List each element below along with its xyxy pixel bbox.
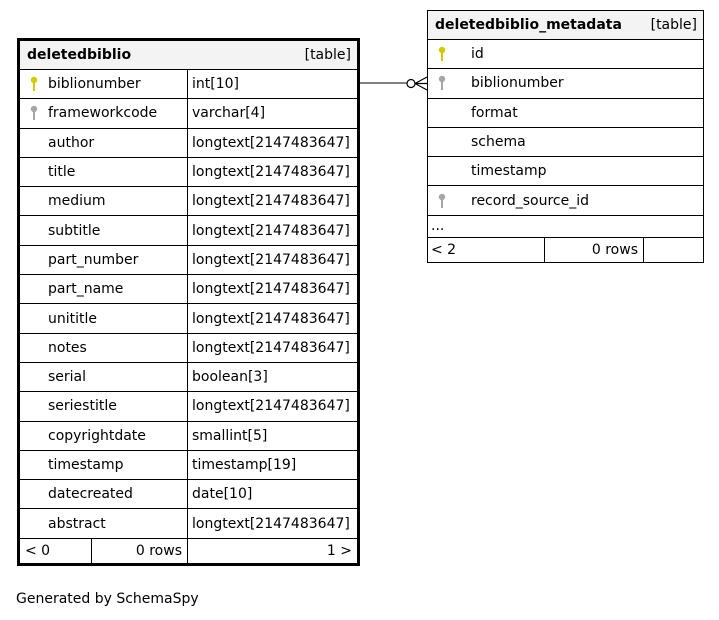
column-row[interactable] xyxy=(428,99,703,128)
column-type: int[10] xyxy=(192,76,239,93)
column-name: serial xyxy=(48,369,87,386)
column-name: medium xyxy=(48,193,106,210)
column-row[interactable] xyxy=(428,69,703,98)
column-name: seriestitle xyxy=(48,398,117,415)
table-header[interactable] xyxy=(20,41,357,70)
column-name: frameworkcode xyxy=(48,105,158,122)
column-name: copyrightdate xyxy=(48,427,146,444)
column-row[interactable] xyxy=(20,158,357,187)
column-row[interactable] xyxy=(20,246,357,275)
column-type: longtext[2147483647] xyxy=(192,193,350,210)
column-name-cell xyxy=(20,480,188,508)
column-name: unititle xyxy=(48,310,98,327)
column-type: longtext[2147483647] xyxy=(192,251,350,268)
relationship-crowfoot-marker xyxy=(415,77,427,90)
table-footer xyxy=(428,238,703,262)
column-type: smallint[5] xyxy=(192,427,268,444)
column-type: longtext[2147483647] xyxy=(192,398,350,415)
key-slot xyxy=(428,193,456,209)
column-name: author xyxy=(48,134,95,151)
column-name-cell xyxy=(20,392,188,420)
column-row[interactable] xyxy=(20,451,357,480)
primary-key-icon xyxy=(438,46,446,62)
column-name: notes xyxy=(48,339,87,356)
column-row[interactable] xyxy=(20,304,357,333)
column-type: longtext[2147483647] xyxy=(192,281,350,298)
more-columns-indicator: ... xyxy=(428,216,703,238)
column-name: title xyxy=(48,164,76,181)
column-name-cell xyxy=(20,129,188,157)
column-name-cell xyxy=(20,363,188,391)
column-name-cell xyxy=(20,275,188,303)
column-name-cell xyxy=(20,422,188,450)
column-type: longtext[2147483647] xyxy=(192,164,350,181)
parents-count: < 0 xyxy=(20,539,92,563)
column-type: boolean[3] xyxy=(192,369,268,386)
key-slot xyxy=(428,46,456,62)
column-name: biblionumber xyxy=(48,76,141,93)
column-name-cell xyxy=(428,186,703,214)
foreign-key-icon xyxy=(438,75,446,91)
column-type: longtext[2147483647] xyxy=(192,515,350,532)
column-name: datecreated xyxy=(48,486,133,503)
children-count: 1 > xyxy=(326,542,352,559)
column-row[interactable] xyxy=(428,186,703,215)
column-name-cell xyxy=(428,128,703,156)
column-name-cell xyxy=(20,451,188,479)
column-row[interactable] xyxy=(20,422,357,451)
table-header[interactable] xyxy=(428,11,703,40)
column-name: subtitle xyxy=(48,222,101,239)
column-row[interactable] xyxy=(428,157,703,186)
column-name-cell xyxy=(20,509,188,537)
generated-by-credit: Generated by SchemaSpy xyxy=(16,591,199,607)
column-name-cell xyxy=(20,334,188,362)
column-type: date[10] xyxy=(192,486,253,503)
column-name: record_source_id xyxy=(471,192,589,209)
column-type: longtext[2147483647] xyxy=(192,134,350,151)
column-type: longtext[2147483647] xyxy=(192,222,350,239)
relationship-zero-marker xyxy=(407,80,415,88)
column-row[interactable] xyxy=(20,216,357,245)
parents-count: < 2 xyxy=(428,238,545,262)
table-deletedbiblio-metadata[interactable] xyxy=(427,10,704,263)
foreign-key-icon xyxy=(30,105,38,121)
column-row[interactable] xyxy=(428,40,703,69)
row-count: 0 rows xyxy=(92,539,188,563)
foreign-key-icon xyxy=(438,193,446,209)
column-type: longtext[2147483647] xyxy=(192,339,350,356)
column-type: timestamp[19] xyxy=(192,457,297,473)
table-name: deletedbiblio_metadata xyxy=(435,17,622,33)
column-row[interactable] xyxy=(20,187,357,216)
column-row[interactable] xyxy=(20,99,357,128)
column-name: part_number xyxy=(48,251,139,268)
column-row[interactable] xyxy=(20,363,357,392)
column-type: longtext[2147483647] xyxy=(192,310,350,327)
primary-key-icon xyxy=(30,76,38,92)
column-name: biblionumber xyxy=(471,75,564,92)
column-row[interactable] xyxy=(428,128,703,157)
children-count xyxy=(644,238,703,262)
column-name: format xyxy=(471,104,518,121)
column-name-cell xyxy=(20,70,188,98)
column-name-cell xyxy=(428,157,703,185)
column-name: abstract xyxy=(48,515,106,532)
column-name: id xyxy=(471,46,484,63)
column-name-cell xyxy=(428,69,703,97)
column-row[interactable] xyxy=(20,392,357,421)
row-count: 0 rows xyxy=(545,238,644,262)
table-name: deletedbiblio xyxy=(27,47,132,63)
key-slot xyxy=(428,75,456,91)
column-row[interactable] xyxy=(20,480,357,509)
column-name-cell xyxy=(428,40,703,68)
column-row[interactable] xyxy=(20,70,357,99)
column-name-cell xyxy=(20,187,188,215)
column-list xyxy=(428,40,703,216)
column-row[interactable] xyxy=(20,509,357,538)
table-kind: [table] xyxy=(304,47,351,63)
column-row[interactable] xyxy=(20,334,357,363)
table-deletedbiblio[interactable] xyxy=(17,38,360,566)
column-name: schema xyxy=(471,134,526,151)
column-name-cell xyxy=(428,99,703,127)
column-name: timestamp xyxy=(48,457,124,473)
column-name: part_name xyxy=(48,281,124,298)
column-name-cell xyxy=(20,158,188,186)
key-slot xyxy=(20,76,48,92)
column-name-cell xyxy=(20,304,188,332)
column-row[interactable] xyxy=(20,129,357,158)
column-name-cell xyxy=(20,216,188,244)
column-name: timestamp xyxy=(471,163,547,180)
column-type: varchar[4] xyxy=(192,105,266,122)
table-footer xyxy=(20,539,357,563)
column-row[interactable] xyxy=(20,275,357,304)
key-slot xyxy=(20,105,48,121)
column-name-cell xyxy=(20,246,188,274)
table-kind: [table] xyxy=(650,17,697,33)
column-name-cell xyxy=(20,99,188,127)
column-list xyxy=(20,70,357,539)
